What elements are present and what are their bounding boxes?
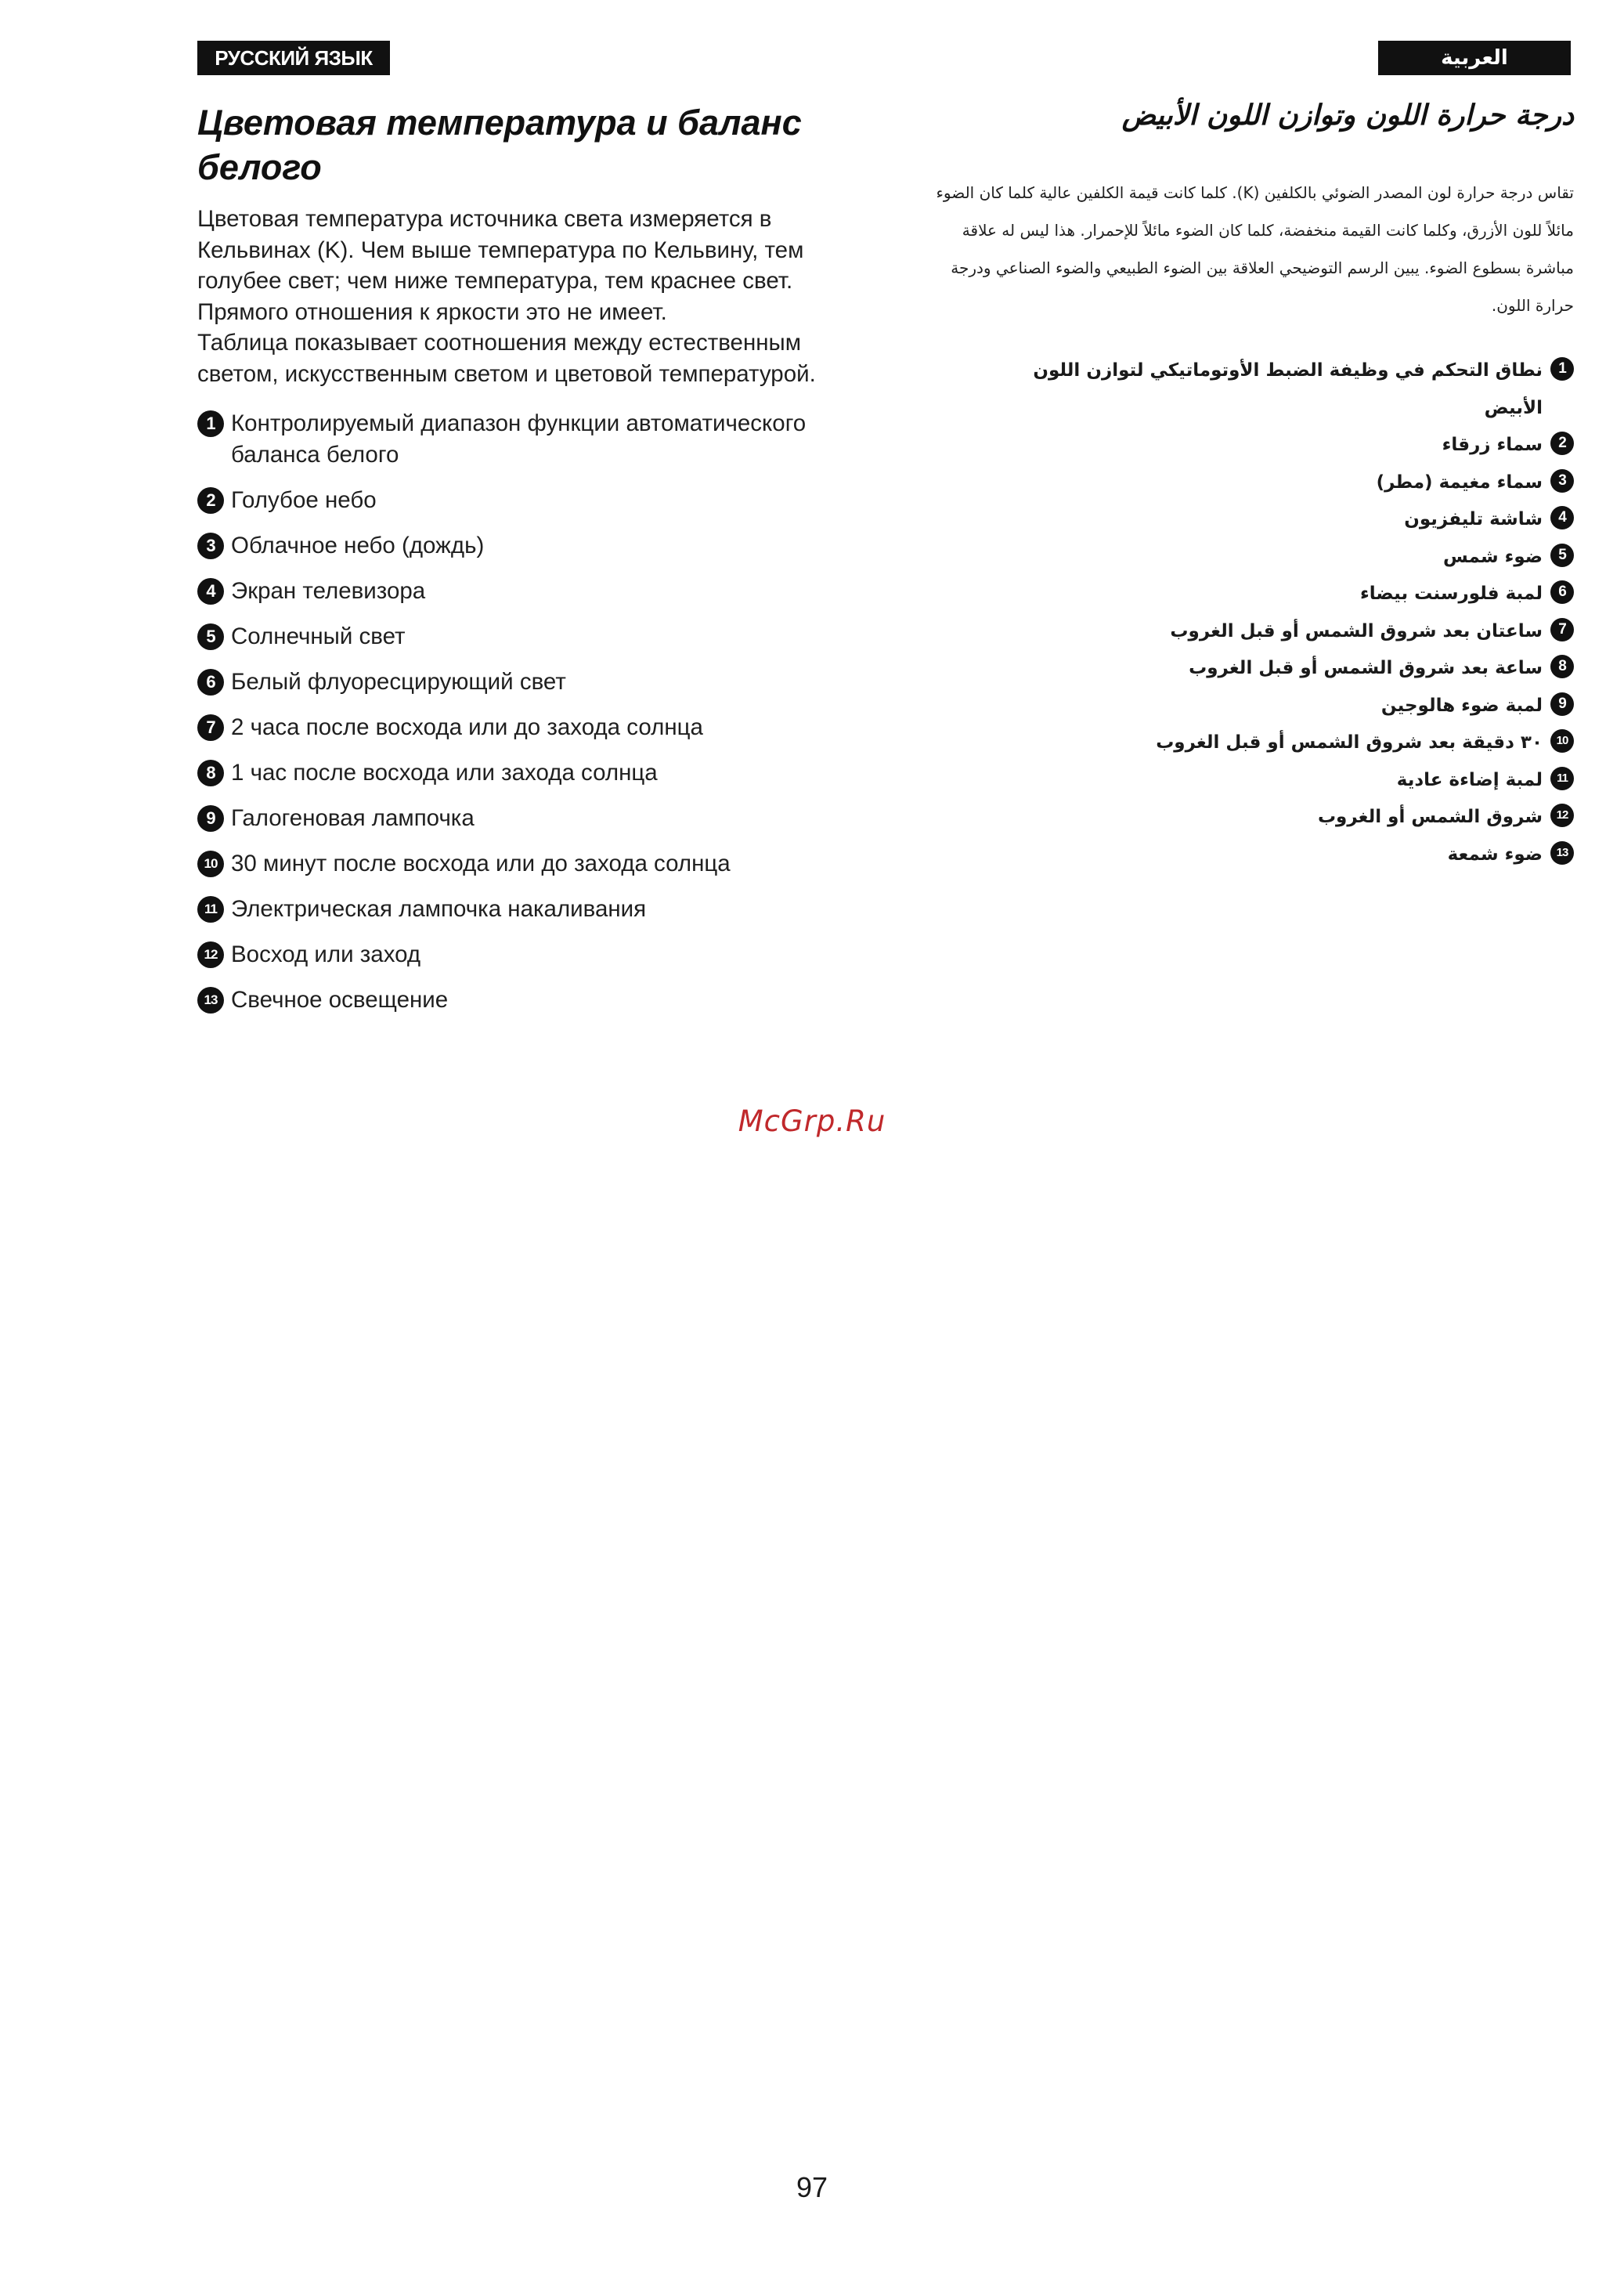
russian-legend-item-text: 30 минут после восхода или до захода солнца (231, 850, 731, 876)
arabic-legend-item-text: سماء زرقاء (1442, 435, 1543, 455)
arabic-legend-list (932, 352, 1574, 873)
arabic-section (932, 92, 1574, 873)
number-badge-icon: 9 (197, 805, 224, 832)
russian-legend-item-text: Белый флуоресцирующий свет (231, 668, 566, 695)
arabic-legend-item (932, 427, 1574, 464)
russian-legend-item-text: Солнечный свет (231, 623, 406, 649)
arabic-legend-item (932, 688, 1574, 725)
arabic-legend-item (932, 837, 1574, 874)
russian-legend-item (197, 803, 839, 834)
number-badge-icon: 10 (197, 851, 224, 877)
arabic-legend-item (932, 576, 1574, 613)
arabic-legend-item (932, 613, 1574, 651)
arabic-intro-paragraph: تقاس درجة حرارة لون المصدر الضوئي بالكلفين (K). كلما كانت قيمة الكلفين عالية كلما كان الضوء مائلاً للون الأزرق، وكلما كانت القيمة منخفضة، كلما كان الضوء مائلاً للإحمرار. هذا ليس له علاقة مباشرة بسطوع الضوء. يبين الرسم التوضيحي العلاقة بين الضوء الطبيعي والضوء الصناعي ودرجة حرارة اللون. (936, 183, 1574, 315)
number-badge-icon: 12 (1550, 804, 1574, 827)
number-badge-icon: 10 (1550, 729, 1574, 753)
arabic-legend-item (932, 539, 1574, 576)
russian-legend-item (197, 848, 839, 880)
number-badge-icon: 4 (197, 578, 224, 605)
number-badge-icon: 3 (1550, 469, 1574, 493)
russian-title-line2: белого (197, 147, 322, 187)
number-badge-icon: 4 (1550, 506, 1574, 529)
russian-legend-item (197, 985, 839, 1016)
number-badge-icon: 7 (1550, 618, 1574, 641)
russian-legend-item (197, 939, 839, 970)
russian-legend-item-text: Свечное освещение (231, 986, 449, 1013)
russian-legend-item-text: 1 час после восхода или захода солнца (231, 759, 658, 786)
arabic-legend-item-text: لمبة فلورسنت بيضاء (1360, 584, 1543, 604)
russian-legend-item (197, 894, 839, 925)
russian-legend-item-text: Облачное небо (дождь) (231, 532, 485, 558)
number-badge-icon: 3 (197, 533, 224, 559)
arabic-legend-item (932, 799, 1574, 837)
russian-legend-item-text: Экран телевизора (231, 577, 426, 604)
russian-legend-list (197, 408, 839, 1015)
arabic-legend-item (932, 762, 1574, 800)
russian-legend-item (197, 621, 839, 652)
russian-legend-item-text: 2 часа после восхода или до захода солнца (231, 714, 703, 740)
russian-legend-item (197, 757, 839, 789)
russian-legend-item-text: Контролируемый диапазон функции автоматического баланса белого (231, 410, 807, 468)
number-badge-icon: 2 (197, 487, 224, 514)
number-badge-icon: 8 (1550, 655, 1574, 678)
russian-legend-item (197, 408, 839, 470)
arabic-legend-item-text: ٣٠ دقيقة بعد شروق الشمس أو قبل الغروب (1156, 732, 1543, 753)
russian-paragraph-1: Цветовая температура источника света измеряется в Кельвинах (K). Чем выше температура по Кельвину, тем голубее свет; чем ниже температура, тем краснее свет. Прямого отношения к яркости это не имеет. (197, 206, 804, 325)
number-badge-icon: 6 (197, 669, 224, 696)
arabic-legend-item-text: ساعة بعد شروق الشمس أو قبل الغروب (1189, 658, 1543, 678)
page-number: 97 (796, 2171, 828, 2203)
number-badge-icon: 8 (197, 760, 224, 786)
number-badge-icon: 13 (1550, 841, 1574, 865)
russian-title-line1: Цветовая температура и баланс (197, 103, 802, 143)
russian-section (197, 100, 839, 1030)
russian-legend-item (197, 485, 839, 516)
number-badge-icon: 5 (197, 623, 224, 650)
arabic-legend-item-text: شروق الشمس أو الغروب (1317, 807, 1543, 827)
russian-language-tab: РУССКИЙ ЯЗЫК (197, 41, 390, 75)
number-badge-icon: 1 (1550, 357, 1574, 381)
arabic-legend-item-text: لمبة إضاءة عادية (1396, 769, 1543, 790)
arabic-legend-item (932, 464, 1574, 502)
number-badge-icon: 11 (1550, 767, 1574, 790)
arabic-legend-item-text: نطاق التحكم في وظيفة الضبط الأوتوماتيكي لتوازن اللون الأبيض (1033, 360, 1543, 418)
number-badge-icon: 1 (197, 410, 224, 437)
number-badge-icon: 13 (197, 987, 224, 1014)
arabic-legend-item (932, 725, 1574, 762)
arabic-legend-item (932, 352, 1574, 427)
arabic-legend-item-text: شاشة تليفزيون (1404, 509, 1543, 529)
arabic-legend-item-text: لمبة ضوء هالوجين (1380, 695, 1543, 716)
russian-legend-item (197, 712, 839, 743)
arabic-language-tab: العربية (1378, 41, 1571, 75)
russian-legend-item-text: Галогеновая лампочка (231, 804, 475, 831)
number-badge-icon: 2 (1550, 432, 1574, 455)
number-badge-icon: 12 (197, 941, 224, 968)
russian-legend-item (197, 576, 839, 607)
arabic-legend-item-text: سماء مغيمة (مطر) (1376, 472, 1543, 493)
arabic-title: درجة حرارة اللون وتوازن اللون الأبيض (1121, 99, 1574, 132)
russian-legend-item (197, 530, 839, 562)
number-badge-icon: 5 (1550, 544, 1574, 567)
arabic-legend-item-text: ساعتان بعد شروق الشمس أو قبل الغروب (1170, 620, 1543, 641)
arabic-legend-item-text: ضوء شمعة (1447, 844, 1543, 865)
arabic-legend-item-text: ضوء شمس (1443, 546, 1543, 567)
arabic-legend-item (932, 650, 1574, 688)
russian-legend-item-text: Восход или заход (231, 941, 421, 967)
russian-legend-item-text: Голубое небо (231, 486, 377, 513)
number-badge-icon: 9 (1550, 692, 1574, 716)
number-badge-icon: 6 (1550, 580, 1574, 604)
watermark-text: McGrp.Ru (738, 1104, 886, 1138)
arabic-legend-item (932, 501, 1574, 539)
russian-title (197, 100, 839, 190)
russian-legend-item (197, 667, 839, 698)
russian-paragraph-2: Таблица показывает соотношения между естественным светом, искусственным светом и цветовой температурой. (197, 330, 816, 387)
number-badge-icon: 7 (197, 714, 224, 741)
number-badge-icon: 11 (197, 896, 224, 923)
russian-legend-item-text: Электрическая лампочка накаливания (231, 895, 647, 922)
